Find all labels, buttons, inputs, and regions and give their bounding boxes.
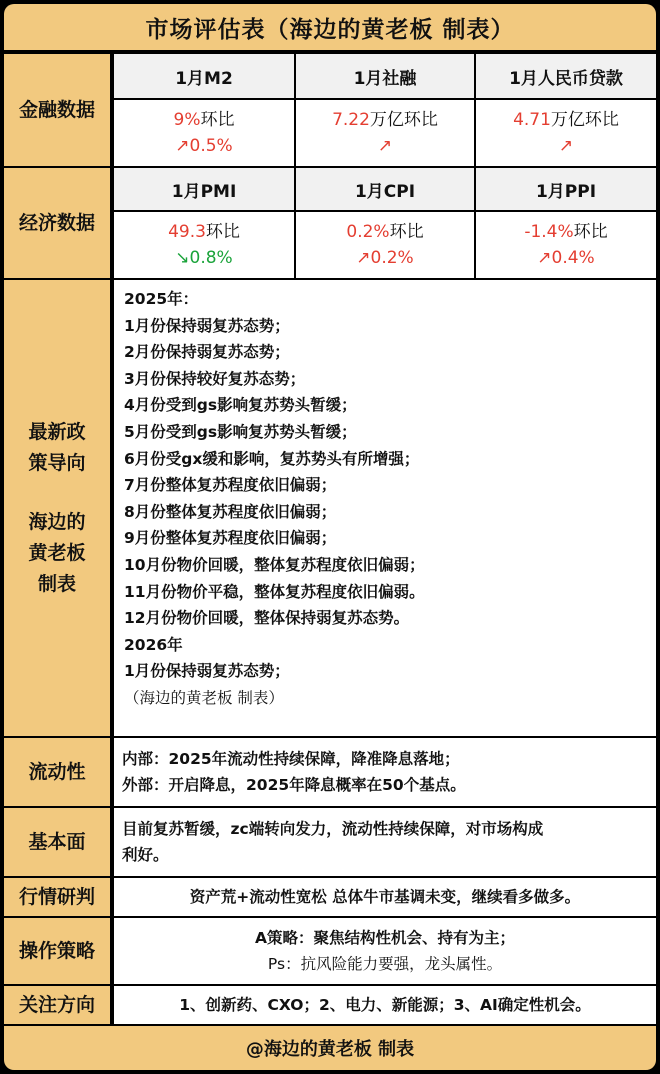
cpi-value: 0.2% xyxy=(346,222,390,242)
strategy-line1: A策略：聚焦结构性机会、持有为主； xyxy=(255,929,515,947)
ppi-value: -1.4% xyxy=(524,222,574,242)
strategy-label: 操作策略 xyxy=(4,918,112,984)
policy-line: 3月份保持较好复苏态势； xyxy=(124,369,306,388)
finance-header-rmb-loans: 1月人民币贷款 xyxy=(476,54,656,98)
policy-line: 7月份整体复苏程度依旧偏弱； xyxy=(124,476,337,495)
rmb-loans-suffix: 万亿环比 xyxy=(550,110,619,130)
economy-value-pmi xyxy=(114,212,294,278)
finance-header-social-financing: 1月社融 xyxy=(296,54,474,98)
policy-line: 12月份物价回暖，整体保持弱复苏态势。 xyxy=(124,609,410,628)
economy-value-ppi xyxy=(476,212,656,278)
policy-label-line4: 黄老板 xyxy=(28,541,86,564)
fundamentals-line2: 利好。 xyxy=(122,846,169,864)
finance-header-m2: 1月M2 xyxy=(114,54,294,98)
policy-label-line1: 最新政 xyxy=(28,420,86,443)
pmi-value: 49.3 xyxy=(168,222,206,242)
social-financing-suffix: 万亿环比 xyxy=(369,110,438,130)
m2-value-suffix: 环比 xyxy=(200,110,235,130)
policy-line: 5月份受到gs影响复苏势头暂缓； xyxy=(124,422,357,441)
economy-value-cpi xyxy=(296,212,474,278)
policy-label-line5: 制表 xyxy=(37,572,76,595)
fundamentals-content xyxy=(114,808,656,876)
liquidity-internal: 内部：2025年流动性持续保障，降准降息落地； xyxy=(122,750,460,768)
fundamentals-line1: 目前复苏暂缓，zc端转向发力，流动性持续保障，对市场构成 xyxy=(122,820,544,838)
economy-header-pmi: 1月PMI xyxy=(114,168,294,210)
finance-label: 金融数据 xyxy=(4,54,112,166)
social-financing-value: 7.22 xyxy=(332,110,370,130)
finance-value-social-financing xyxy=(296,100,474,166)
policy-signature: （海边的黄老板 制表） xyxy=(124,688,284,707)
policy-line: 6月份受gx缓和影响，复苏势头有所增强； xyxy=(124,449,420,468)
liquidity-external: 外部：开启降息，2025年降息概率在50个基点。 xyxy=(122,776,466,794)
policy-content xyxy=(114,280,656,736)
pmi-change: ↘0.8% xyxy=(175,248,233,268)
policy-line: 10月份物价回暖，整体复苏程度依旧偏弱； xyxy=(124,555,425,574)
policy-line: 4月份受到gs影响复苏势头暂缓； xyxy=(124,396,357,415)
m2-change: ↗0.5% xyxy=(175,136,233,156)
ppi-value-suffix: 环比 xyxy=(573,222,608,242)
liquidity-label: 流动性 xyxy=(4,738,112,806)
policy-line: 9月份整体复苏程度依旧偏弱； xyxy=(124,529,337,548)
strategy-content xyxy=(114,918,656,984)
economy-label: 经济数据 xyxy=(4,168,112,278)
finance-value-m2 xyxy=(114,100,294,166)
social-financing-change: ↗ xyxy=(377,136,393,156)
footer-credit: @海边的黄老板 制表 xyxy=(4,1026,656,1070)
policy-line: 2月份保持弱复苏态势； xyxy=(124,343,290,362)
policy-line: 11月份物价平稳，整体复苏程度依旧偏弱。 xyxy=(124,582,425,601)
table-title-bar xyxy=(4,4,656,52)
ppi-change: ↗0.4% xyxy=(537,248,595,268)
policy-label xyxy=(4,280,112,736)
focus-text: 1、创新药、CXO；2、电力、新能源；3、AI确定性机会。 xyxy=(179,996,591,1014)
m2-value: 9% xyxy=(173,110,201,130)
finance-value-rmb-loans xyxy=(476,100,656,166)
market-content xyxy=(114,878,656,916)
rmb-loans-change: ↗ xyxy=(558,136,574,156)
market-assessment-table xyxy=(4,4,656,1070)
table-title: 市场评估表（海边的黄老板 制表） xyxy=(145,16,515,43)
cpi-change: ↗0.2% xyxy=(356,248,414,268)
policy-line: 2025年： xyxy=(124,290,199,308)
policy-line: 2026年 xyxy=(124,635,183,654)
rmb-loans-value: 4.71 xyxy=(513,110,551,130)
market-label: 行情研判 xyxy=(4,878,112,916)
policy-label-line3: 海边的 xyxy=(28,510,86,533)
economy-header-cpi: 1月CPI xyxy=(296,168,474,210)
fundamentals-label: 基本面 xyxy=(4,808,112,876)
policy-line: 1月份保持弱复苏态势； xyxy=(124,316,290,335)
focus-label: 关注方向 xyxy=(4,986,112,1024)
strategy-line2: Ps：抗风险能力要强，龙头属性。 xyxy=(267,955,503,973)
policy-label-line2: 策导向 xyxy=(28,451,86,474)
economy-header-ppi: 1月PPI xyxy=(476,168,656,210)
focus-content xyxy=(114,986,656,1024)
pmi-value-suffix: 环比 xyxy=(205,222,240,242)
policy-line: 1月份保持弱复苏态势； xyxy=(124,662,290,681)
market-text: 资产荒+流动性宽松 总体牛市基调未变，继续看多做多。 xyxy=(189,888,581,906)
cpi-value-suffix: 环比 xyxy=(389,222,424,242)
policy-line: 8月份整体复苏程度依旧偏弱； xyxy=(124,502,337,521)
liquidity-content xyxy=(114,738,656,806)
